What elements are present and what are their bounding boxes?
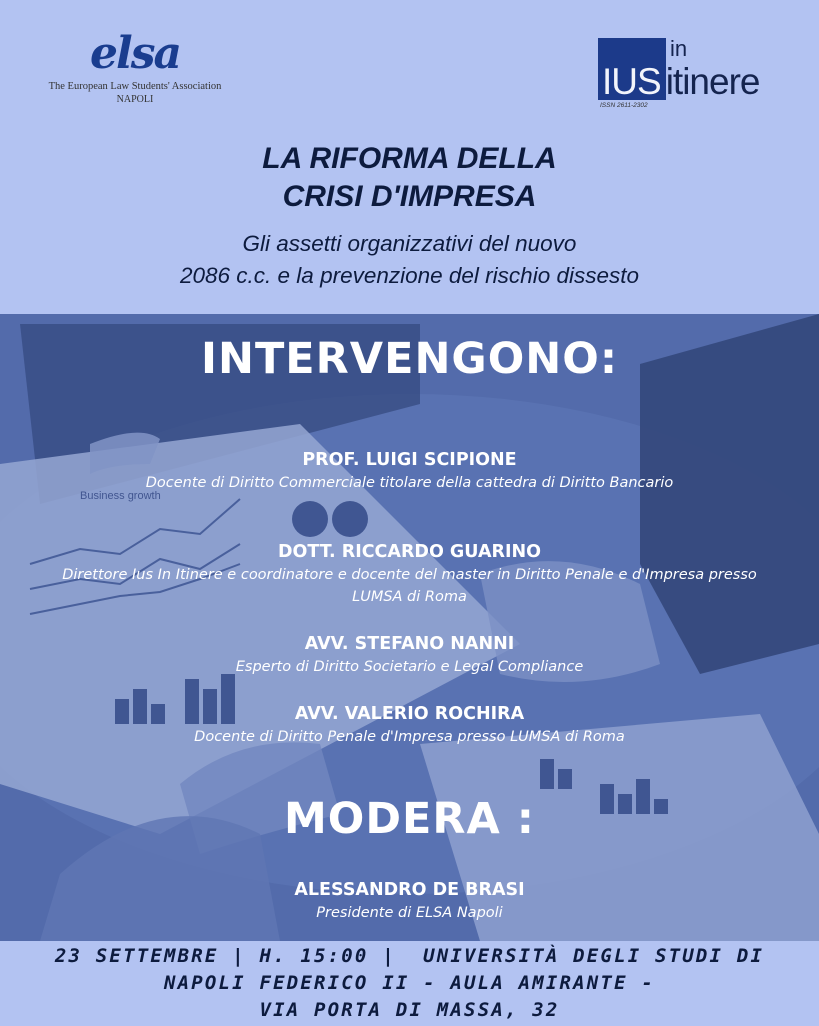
moderator-heading: MODERA : xyxy=(284,794,535,844)
footer-address-line-3: VIA PORTA DI MASSA, 32 xyxy=(259,999,560,1021)
elsa-logo xyxy=(40,28,230,107)
event-details-footer xyxy=(0,941,819,1026)
event-subtitle-line-1: Gli assetti organizzativi del nuovo xyxy=(242,231,577,256)
moderator-role: Presidente di ELSA Napoli xyxy=(316,905,503,921)
speaker-3-name: AVV. STEFANO NANNI xyxy=(304,634,515,654)
ius-logo-in-word: in xyxy=(670,36,688,61)
speaker-4 xyxy=(20,702,799,748)
event-subtitle-line-2: 2086 c.c. e la prevenzione del rischio dissesto xyxy=(179,263,639,288)
photo-tint-overlay xyxy=(0,314,819,941)
background-photo xyxy=(0,314,819,941)
speaker-2-role-line-2: LUMSA di Roma xyxy=(352,589,467,605)
speaker-1-name: PROF. LUIGI SCIPIONE xyxy=(302,450,517,470)
event-title-line-1: LA RIFORMA DELLA xyxy=(262,142,557,175)
photo-chart-caption: Business growth xyxy=(80,490,161,502)
elsa-tagline: The European Law Students' Association xyxy=(48,81,222,92)
speaker-1-role: Docente di Diritto Commerciale titolare della cattedra di Diritto Bancario xyxy=(145,475,674,491)
event-title xyxy=(0,140,819,216)
event-subtitle xyxy=(0,228,819,292)
ius-logo-itinere-word: itinere xyxy=(665,61,760,102)
speakers-heading: INTERVENGONO: xyxy=(200,334,619,384)
speaker-2-name: DOTT. RICCARDO GUARINO xyxy=(277,542,542,562)
footer-date-venue-line-1: 23 SETTEMBRE | H. 15:00 | UNIVERSITÀ DEGLI STUDI DI xyxy=(54,945,765,967)
speaker-3 xyxy=(20,632,799,678)
moderator xyxy=(20,878,799,924)
speaker-2-role-line-1: Direttore Ius In Itinere e coordinatore e docente del master in Diritto Penale e d'Impresa presso xyxy=(62,567,757,583)
speaker-4-role: Docente di Diritto Penale d'Impresa presso LUMSA di Roma xyxy=(194,729,625,745)
speaker-1 xyxy=(20,448,799,494)
ius-logo-brand xyxy=(602,62,759,102)
ius-logo-issn: ISSN 2611-2302 xyxy=(600,102,648,109)
moderator-name: ALESSANDRO DE BRASI xyxy=(294,880,525,900)
elsa-wordmark: elsa xyxy=(90,28,180,79)
speaker-4-name: AVV. VALERIO ROCHIRA xyxy=(294,704,525,724)
speaker-2 xyxy=(20,540,799,608)
speaker-3-role: Esperto di Diritto Societario e Legal Compliance xyxy=(235,659,584,675)
ius-in-itinere-logo xyxy=(598,38,788,110)
event-title-line-2: CRISI D'IMPRESA xyxy=(282,180,537,213)
elsa-city: NAPOLI xyxy=(116,94,154,105)
footer-venue-line-2: NAPOLI FEDERICO II - AULA AMIRANTE - xyxy=(163,972,655,994)
ius-logo-ius-word: IUS xyxy=(602,61,661,102)
